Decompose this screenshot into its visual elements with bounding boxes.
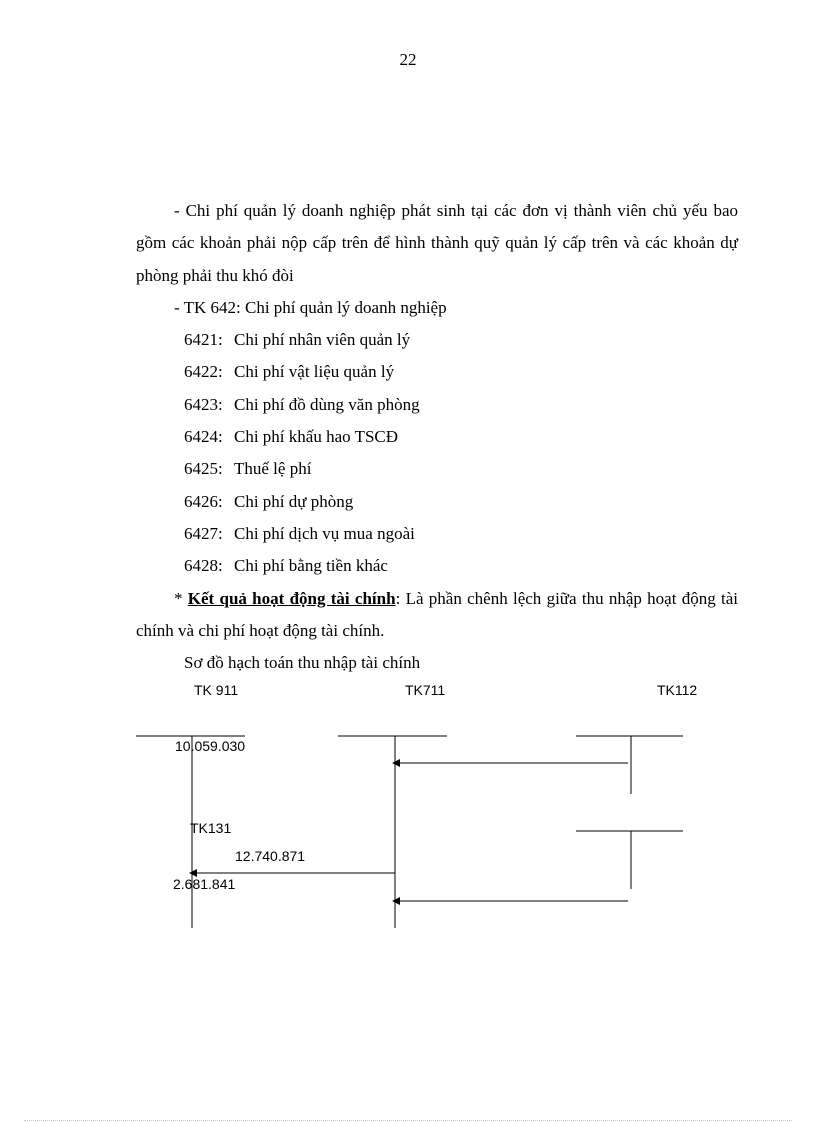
page-number: 22 — [399, 50, 417, 69]
sub-account-label: Thuế lệ phí — [234, 459, 312, 479]
sub-account-code: 6426: — [184, 491, 223, 511]
sub-account-label: Chi phí bằng tiền khác — [234, 556, 388, 576]
sub-account-row — [136, 421, 738, 453]
sub-account-code: 6428: — [184, 556, 223, 576]
sub-account-row — [136, 518, 738, 550]
paragraph-management-costs: - Chi phí quản lý doanh nghiệp phát sinh tại các đơn vị thành viên chủ yếu bao gồm các khoản phải nộp cấp trên để hình thành quỹ quản lý cấp trên và các khoản dự phòng phải thu khó đòi — [136, 201, 738, 285]
financial-result-prefix: * — [174, 588, 188, 608]
sub-account-row — [136, 550, 738, 582]
financial-result-term: Kết quả hoạt động tài chính — [187, 588, 396, 608]
amount-label: 2.681.841 — [173, 876, 236, 892]
sub-account-row — [136, 453, 738, 485]
sub-account-row — [136, 356, 738, 388]
sub-account-code: 6421: — [184, 330, 223, 350]
body-text — [136, 195, 738, 679]
sub-account-label: Chi phí đồ dùng văn phòng — [234, 394, 420, 414]
diagram-caption: Sơ đồ hạch toán thu nhập tài chính — [184, 653, 421, 673]
account-label-tk131: TK131 — [190, 820, 232, 836]
amount-label: 12.740.871 — [235, 848, 306, 864]
sub-account-code: 6422: — [184, 362, 223, 382]
sub-account-label: Chi phí khấu hao TSCĐ — [234, 427, 399, 447]
paragraph-financial-result — [136, 583, 738, 648]
sub-account-label: Chi phí dự phòng — [234, 491, 354, 511]
account-label-tk112: TK112 — [657, 682, 698, 698]
sub-account-label: Chi phí dịch vụ mua ngoài — [234, 523, 415, 543]
amount-label: 10.059.030 — [175, 738, 246, 754]
sub-account-row — [136, 389, 738, 421]
account-label-tk711: TK711 — [405, 682, 446, 698]
sub-account-code: 6424: — [184, 427, 223, 447]
sub-account-label: Chi phí nhân viên quản lý — [234, 330, 411, 350]
sub-account-row — [136, 324, 738, 356]
sub-account-code: 6423: — [184, 394, 223, 414]
tk642-heading: - TK 642: Chi phí quản lý doanh nghiệp — [174, 297, 447, 317]
footer-divider — [24, 1120, 792, 1121]
diagram-lines — [0, 675, 816, 935]
accounting-diagram — [0, 675, 816, 935]
sub-account-row — [136, 486, 738, 518]
sub-account-label: Chi phí vật liệu quản lý — [234, 362, 395, 382]
sub-account-code: 6425: — [184, 459, 223, 479]
account-label-tk911: TK 911 — [194, 682, 239, 698]
sub-account-code: 6427: — [184, 523, 223, 543]
financial-result-definition: : Là phần chênh lệch giữa thu nhập hoạt động tài chính và chi phí hoạt động tài chính. — [136, 588, 738, 640]
